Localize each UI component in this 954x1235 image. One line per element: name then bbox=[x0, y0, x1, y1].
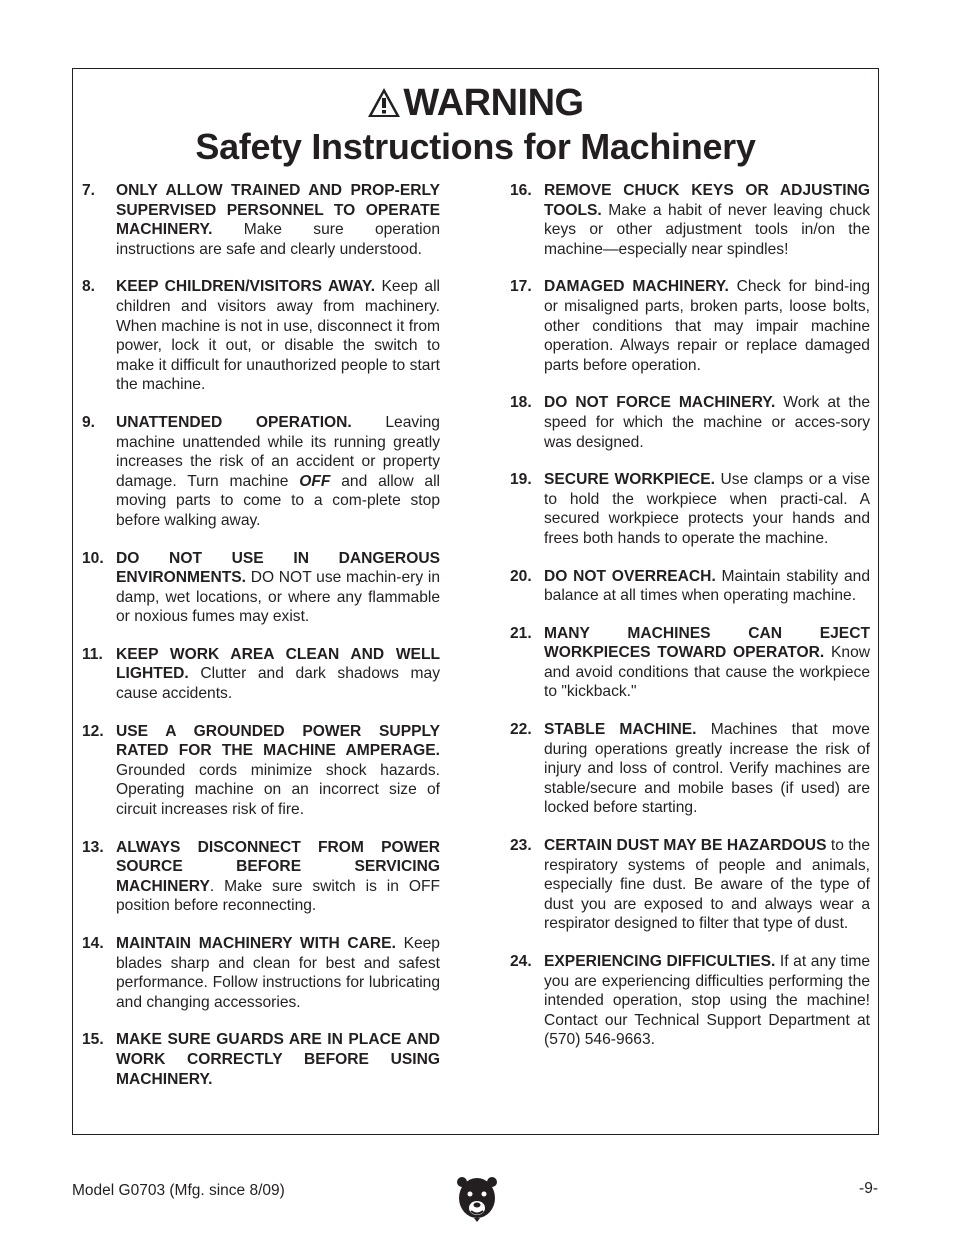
model-label: Model G0703 (Mfg. since 8/09) bbox=[72, 1182, 285, 1199]
item-number: 17. bbox=[510, 278, 532, 296]
item-heading: ALWAYS DISCONNECT FROM POWER SOURCE BEFORE SERVICING MACHINERY bbox=[116, 838, 440, 895]
right-column bbox=[510, 181, 870, 1068]
item-heading: CERTAIN DUST MAY BE HAZARDOUS bbox=[544, 837, 827, 855]
safety-item bbox=[82, 645, 440, 704]
item-heading: UNATTENDED OPERATION. bbox=[116, 413, 352, 431]
safety-item bbox=[510, 470, 870, 548]
item-body: Leaving machine unattended while its running greatly increases the risk of an accident or property damage. Turn machine bbox=[116, 413, 440, 490]
item-body: . Make sure switch is in OFF position before reconnecting. bbox=[116, 877, 440, 915]
safety-item bbox=[82, 181, 440, 259]
item-number: 20. bbox=[510, 567, 532, 585]
item-heading: DO NOT FORCE MACHINERY. bbox=[544, 394, 776, 412]
safety-item bbox=[82, 277, 440, 395]
item-body: Clutter and dark shadows may cause accidents. bbox=[116, 665, 440, 703]
item-heading: KEEP WORK AREA CLEAN AND WELL LIGHTED. bbox=[116, 645, 440, 683]
item-body: Make sure operation instructions are safe and clearly understood. bbox=[116, 221, 440, 258]
safety-item bbox=[510, 181, 870, 259]
item-body: Keep all children and visitors away from machinery. When machine is not in use, disconnect it from power, lock it out, or disable the switch to make it difficult for unauthorized people to start the machine. bbox=[116, 278, 441, 394]
item-body: If at any time you are experiencing difficulties performing the intended operation, stop using the machine! Contact our Technical Support Department at (570) 546-9663. bbox=[544, 953, 870, 1049]
item-body: DO NOT use machin-ery in damp, wet locations, or where any flammable or noxious fumes may exist. bbox=[116, 569, 440, 626]
safety-item bbox=[510, 836, 870, 934]
item-number: 10. bbox=[82, 549, 104, 567]
item-body: to the respiratory systems of people and animals, especially fine dust. Be aware of the type of dust you are exposed to and always wear a respirator designed to filter that type of dust. bbox=[544, 837, 870, 933]
safety-item bbox=[82, 934, 440, 1012]
item-number: 7. bbox=[82, 182, 96, 199]
item-number: 13. bbox=[82, 838, 104, 856]
item-heading: KEEP CHILDREN/VISITORS AWAY. bbox=[116, 278, 376, 296]
safety-item bbox=[82, 722, 440, 820]
item-body: Keep blades sharp and clean for best and safest performance. Follow instructions for lubricating and changing accessories. bbox=[116, 935, 440, 1011]
item-heading: USE A GROUNDED POWER SUPPLY RATED FOR THE MACHINE AMPERAGE. bbox=[116, 722, 440, 760]
safety-item bbox=[510, 567, 870, 606]
warning-heading bbox=[73, 83, 878, 123]
item-heading: ONLY ALLOW TRAINED AND PROP-ERLY SUPERVISED PERSONNEL TO OPERATE MACHINERY. bbox=[116, 182, 440, 239]
item-number: 9. bbox=[82, 413, 96, 431]
item-emphasis: OFF bbox=[299, 472, 331, 490]
item-body: Grounded cords minimize shock hazards. Operating machine on an incorrect size of circuit increases risk of fire. bbox=[116, 761, 440, 819]
bear-head-logo bbox=[456, 1174, 498, 1224]
item-body-continued: and allow all moving parts to come to a com-plete stop before walking away. bbox=[116, 472, 441, 529]
safety-item bbox=[510, 393, 870, 452]
left-column bbox=[82, 181, 440, 1107]
item-heading: SECURE WORKPIECE. bbox=[544, 471, 716, 489]
item-number: 21. bbox=[510, 624, 532, 642]
item-number: 18. bbox=[510, 394, 532, 412]
item-body: Check for bind-ing or misaligned parts, broken parts, loose bolts, other conditions that may impair machine operation. Always repair or replace damaged parts before operation. bbox=[544, 278, 870, 374]
safety-item bbox=[82, 838, 440, 916]
page-number: -9- bbox=[859, 1180, 878, 1197]
item-number: 22. bbox=[510, 721, 532, 739]
item-number: 15. bbox=[82, 1031, 104, 1049]
item-heading: EXPERIENCING DIFFICULTIES. bbox=[544, 953, 776, 970]
warning-triangle-icon bbox=[367, 87, 401, 118]
safety-item bbox=[510, 720, 870, 818]
safety-item bbox=[82, 549, 440, 627]
item-heading: MANY MACHINES CAN EJECT WORKPIECES TOWARD OPERATOR. bbox=[544, 624, 870, 662]
warning-word: WARNING bbox=[403, 82, 584, 124]
item-heading: STABLE MACHINE. bbox=[544, 721, 697, 739]
safety-item bbox=[82, 413, 440, 531]
item-number: 8. bbox=[82, 278, 96, 296]
item-heading: MAINTAIN MACHINERY WITH CARE. bbox=[116, 935, 396, 952]
safety-item bbox=[82, 1030, 440, 1089]
item-number: 11. bbox=[82, 645, 103, 663]
safety-item bbox=[510, 624, 870, 702]
item-number: 16. bbox=[510, 182, 532, 199]
item-number: 23. bbox=[510, 837, 532, 855]
item-body: Machines that move during operations greatly increase the risk of injury and loss of control. Verify machines are stable/secure and mobile bases (if used) are locked before starting. bbox=[544, 721, 870, 817]
page-title: Safety Instructions for Machinery bbox=[195, 126, 756, 167]
item-body: Know and avoid conditions that cause the workpiece to "kickback." bbox=[544, 644, 871, 701]
item-body: Use clamps or a vise to hold the workpiece when practi-cal. A secured workpiece protects your hands and frees both hands to operate the machine. bbox=[544, 471, 870, 547]
item-number: 12. bbox=[82, 722, 104, 740]
item-heading: DO NOT USE IN DANGEROUS ENVIRONMENTS. bbox=[116, 549, 440, 587]
item-body: Maintain stability and balance at all times when operating machine. bbox=[544, 567, 870, 605]
item-body: Make a habit of never leaving chuck keys or other adjustment tools in/on the machine—especially near spindles! bbox=[544, 201, 870, 258]
item-number: 14. bbox=[82, 935, 104, 952]
item-heading: REMOVE CHUCK KEYS OR ADJUSTING TOOLS. bbox=[544, 182, 870, 219]
safety-item bbox=[510, 277, 870, 375]
item-number: 24. bbox=[510, 953, 532, 970]
item-heading: DO NOT OVERREACH. bbox=[544, 567, 716, 585]
item-body: Work at the speed for which the machine or acces-sory was designed. bbox=[544, 394, 870, 451]
item-number: 19. bbox=[510, 471, 532, 489]
item-heading: MAKE SURE GUARDS ARE IN PLACE AND WORK CORRECTLY BEFORE USING MACHINERY. bbox=[116, 1031, 440, 1088]
warning-box bbox=[72, 68, 879, 1135]
safety-item bbox=[510, 952, 870, 1050]
item-heading: DAMAGED MACHINERY. bbox=[544, 278, 729, 296]
